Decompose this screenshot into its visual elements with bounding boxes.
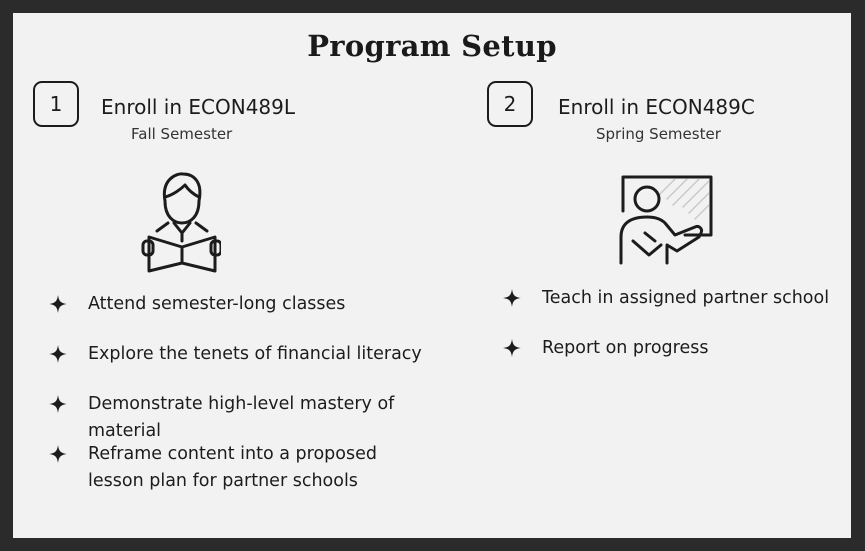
bullet-star-icon bbox=[49, 445, 67, 463]
step-1-number: 1 bbox=[49, 92, 63, 116]
step-2-number: 2 bbox=[503, 92, 517, 116]
step-1-course-title: Enroll in ECON489L bbox=[101, 95, 296, 119]
step-1-number-badge bbox=[33, 81, 79, 127]
step-1-bullet-4: Reframe content into a proposed lesson plan for partner schools bbox=[49, 441, 429, 495]
step-2-number-badge bbox=[487, 81, 533, 127]
teacher-at-whiteboard-icon bbox=[615, 175, 719, 267]
page-title: Program Setup bbox=[307, 29, 557, 63]
program-setup-card bbox=[13, 13, 851, 538]
step-1-bullet-1: Attend semester-long classes bbox=[49, 291, 449, 318]
bullet-star-icon bbox=[503, 289, 521, 307]
step-2-bullet-2: Report on progress bbox=[503, 335, 843, 362]
bullet-star-icon bbox=[49, 295, 67, 313]
step-2-semester: Spring Semester bbox=[596, 125, 721, 143]
bullet-star-icon bbox=[49, 345, 67, 363]
student-reading-book-icon bbox=[141, 171, 221, 275]
step-1-bullet-3: Demonstrate high-level mastery of material bbox=[49, 391, 469, 445]
step-1-bullet-2: Explore the tenets of financial literacy bbox=[49, 341, 449, 368]
step-1-semester: Fall Semester bbox=[131, 125, 233, 143]
bullet-star-icon bbox=[49, 395, 67, 413]
step-2-course-title: Enroll in ECON489C bbox=[558, 95, 755, 119]
bullet-star-icon bbox=[503, 339, 521, 357]
step-2-bullet-1: Teach in assigned partner school bbox=[503, 285, 843, 312]
